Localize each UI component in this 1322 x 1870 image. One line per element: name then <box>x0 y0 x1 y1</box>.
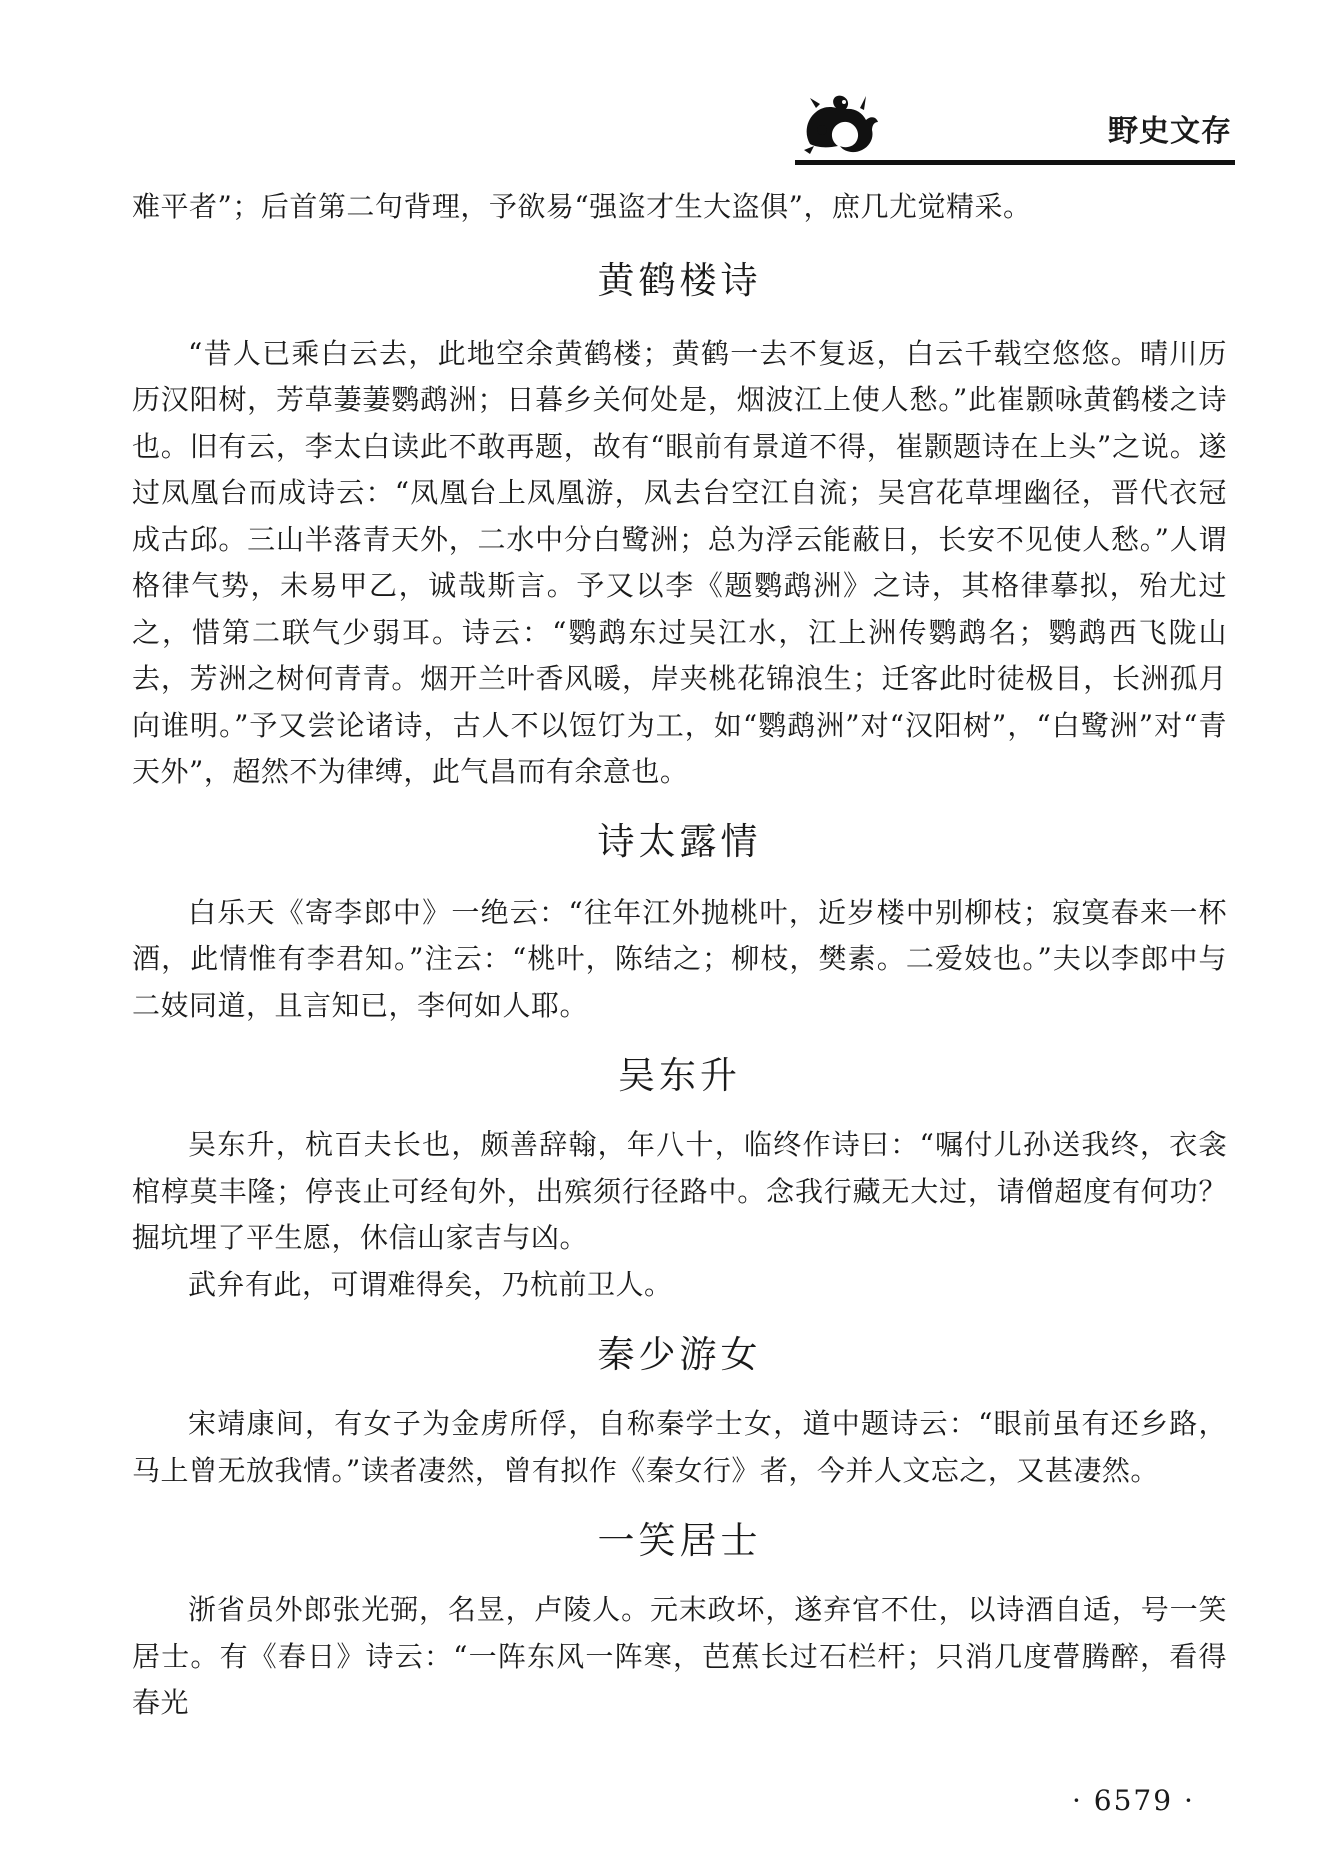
section-title: 诗太露情 <box>597 819 762 863</box>
section-title: 黄鹤楼诗 <box>597 258 762 302</box>
page-number: · 6579 · <box>1072 1784 1195 1817</box>
paragraph: 武弁有此，可谓难得矣，乃杭前卫人。 <box>188 1267 673 1301</box>
paragraph: 宋靖康间，有女子为金虏所俘，自称秦学士女，道中题诗云：“眼前虽有还乡路，马上曾无放我情。”读者凄然，曾有拟作《秦女行》者，今并人文忘之，又甚凄然。 <box>132 1407 1227 1487</box>
paragraph: 浙省员外郎张光弼，名昱，卢陵人。元末政坏，遂弃官不仕，以诗酒自适，号一笑居士。有《春日》诗云：“一阵东风一阵寒，芭蕉长过石栏杆；只消几度瞢腾醉，看得春光 <box>132 1593 1227 1719</box>
paragraph: “昔人已乘白云去，此地空余黄鹤楼；黄鹤一去不复返，白云千载空悠悠。晴川历历汉阳树，芳草萋萋鹦鹉洲；日暮乡关何处是，烟波江上使人愁。”此崔颢咏黄鹤楼之诗也。旧有云，李太白读此不敢再题，故有“眼前有景道不得，崔颢题诗在上头”之说。遂过凤凰台而成诗云：“凤凰台上凤凰游，凤去台空江自流；吴宫花草埋幽径，晋代衣冠成古邱。三山半落青天外，二水中分白鹭洲；总为浮云能蔽日，长安不见使人愁。”人谓格律气势，未易甲乙，诚哉斯言。予又以李《题鹦鹉洲》之诗，其格律摹拟，殆尤过之，惜第二联气少弱耳。诗云：“鹦鹉东过吴江水，江上洲传鹦鹉名；鹦鹉西飞陇山去，芳洲之树何青青。烟开兰叶香风暖，岸夹桃花锦浪生；迁客此时徒极目，长洲孤月向谁明。”予又尝论诸诗，古人不以饾饤为工，如“鹦鹉洲”对“汉阳树”，“白鹭洲”对“青天外”，超然不为律缚，此气昌而有余意也。 <box>132 336 1227 788</box>
section-wu-dongsheng <box>132 1054 1227 1308</box>
series-title: 野史文存 <box>1108 114 1232 149</box>
section-continuation <box>132 184 1227 231</box>
page-content <box>132 172 1227 1727</box>
section-yixiao-jushi <box>132 1519 1227 1727</box>
section-title: 一笑居士 <box>597 1519 762 1562</box>
section-title: 吴东升 <box>618 1054 741 1097</box>
section-title: 秦少游女 <box>597 1333 762 1376</box>
paragraph: 难平者”；后首第二句背理，予欲易“强盗才生大盗俱”，庶几尤觉精采。 <box>132 190 1032 223</box>
section-shi-tai-lu-qing <box>132 819 1227 1030</box>
section-huanghelou <box>132 258 1227 796</box>
paragraph: 吴东升，杭百夫长也，颇善辞翰，年八十，临终作诗曰：“嘱付儿孙送我终，衣衾棺椁莫丰隆；停丧止可经旬外，出殡须行径路中。念我行藏无大过，请僧超度有何功？掘坑埋了平生愿，休信山家吉与凶。 <box>132 1128 1227 1254</box>
dragon-emblem-icon <box>800 90 882 158</box>
section-qin-shaoyou-nv <box>132 1333 1227 1494</box>
paragraph: 白乐天《寄李郎中》一绝云：“往年江外抛桃叶，近岁楼中别柳枝；寂寞春来一杯酒，此情惟有李君知。”注云：“桃叶，陈结之；柳枝，樊素。二爱妓也。”夫以李郎中与二妓同道，且言知已，李何如人耶。 <box>132 895 1227 1022</box>
header-rule <box>795 160 1235 165</box>
